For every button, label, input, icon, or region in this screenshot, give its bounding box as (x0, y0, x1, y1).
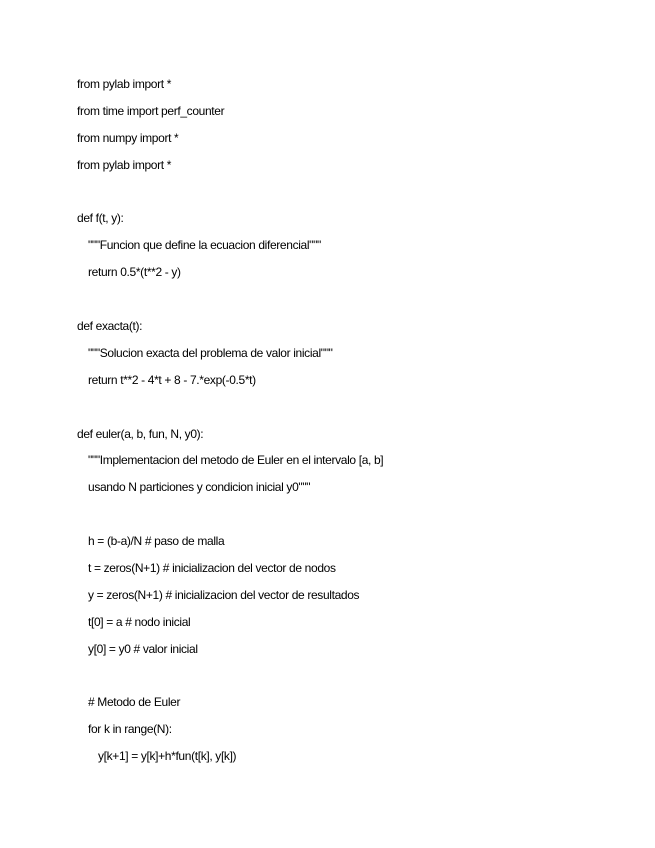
code-line: from pylab import * (77, 77, 172, 91)
code-line: usando N particiones y condicion inicial y0""" (88, 480, 311, 495)
code-line: """Solucion exacta del problema de valor inicial""" (88, 345, 333, 360)
blank-line (77, 668, 637, 695)
code-line: t = zeros(N+1) # inicializacion del vector de nodos (88, 561, 336, 576)
blank-line (77, 399, 637, 426)
code-line: y[k+1] = y[k]+h*fun(t[k], y[k]) (98, 749, 237, 764)
code-line: from numpy import * (77, 130, 179, 145)
code-line: def euler(a, b, fun, N, y0): (77, 426, 204, 441)
blank-line (77, 184, 637, 211)
code-line: for k in range(N): (88, 722, 172, 737)
code-line: """Implementacion del metodo de Euler en el intervalo [a, b] (88, 453, 384, 468)
code-block (77, 76, 637, 775)
code-line: def exacta(t): (77, 319, 143, 334)
blank-line (77, 506, 637, 533)
code-line: return t**2 - 4*t + 8 - 7.*exp(-0.5*t) (88, 372, 256, 387)
code-line: return 0.5*(t**2 - y) (88, 265, 181, 280)
code-line: y = zeros(N+1) # inicializacion del vector de resultados (88, 587, 360, 602)
code-line: from time import perf_counter (77, 103, 225, 118)
code-line: """Funcion que define la ecuacion diferencial""" (88, 238, 321, 253)
blank-line (77, 291, 637, 318)
code-line: h = (b-a)/N # paso de malla (88, 534, 225, 549)
code-line: # Metodo de Euler (88, 695, 181, 710)
code-line: y[0] = y0 # valor inicial (88, 641, 198, 656)
code-line: def f(t, y): (77, 211, 124, 226)
code-line: t[0] = a # nodo inicial (88, 614, 191, 629)
code-line: from pylab import * (77, 157, 172, 172)
